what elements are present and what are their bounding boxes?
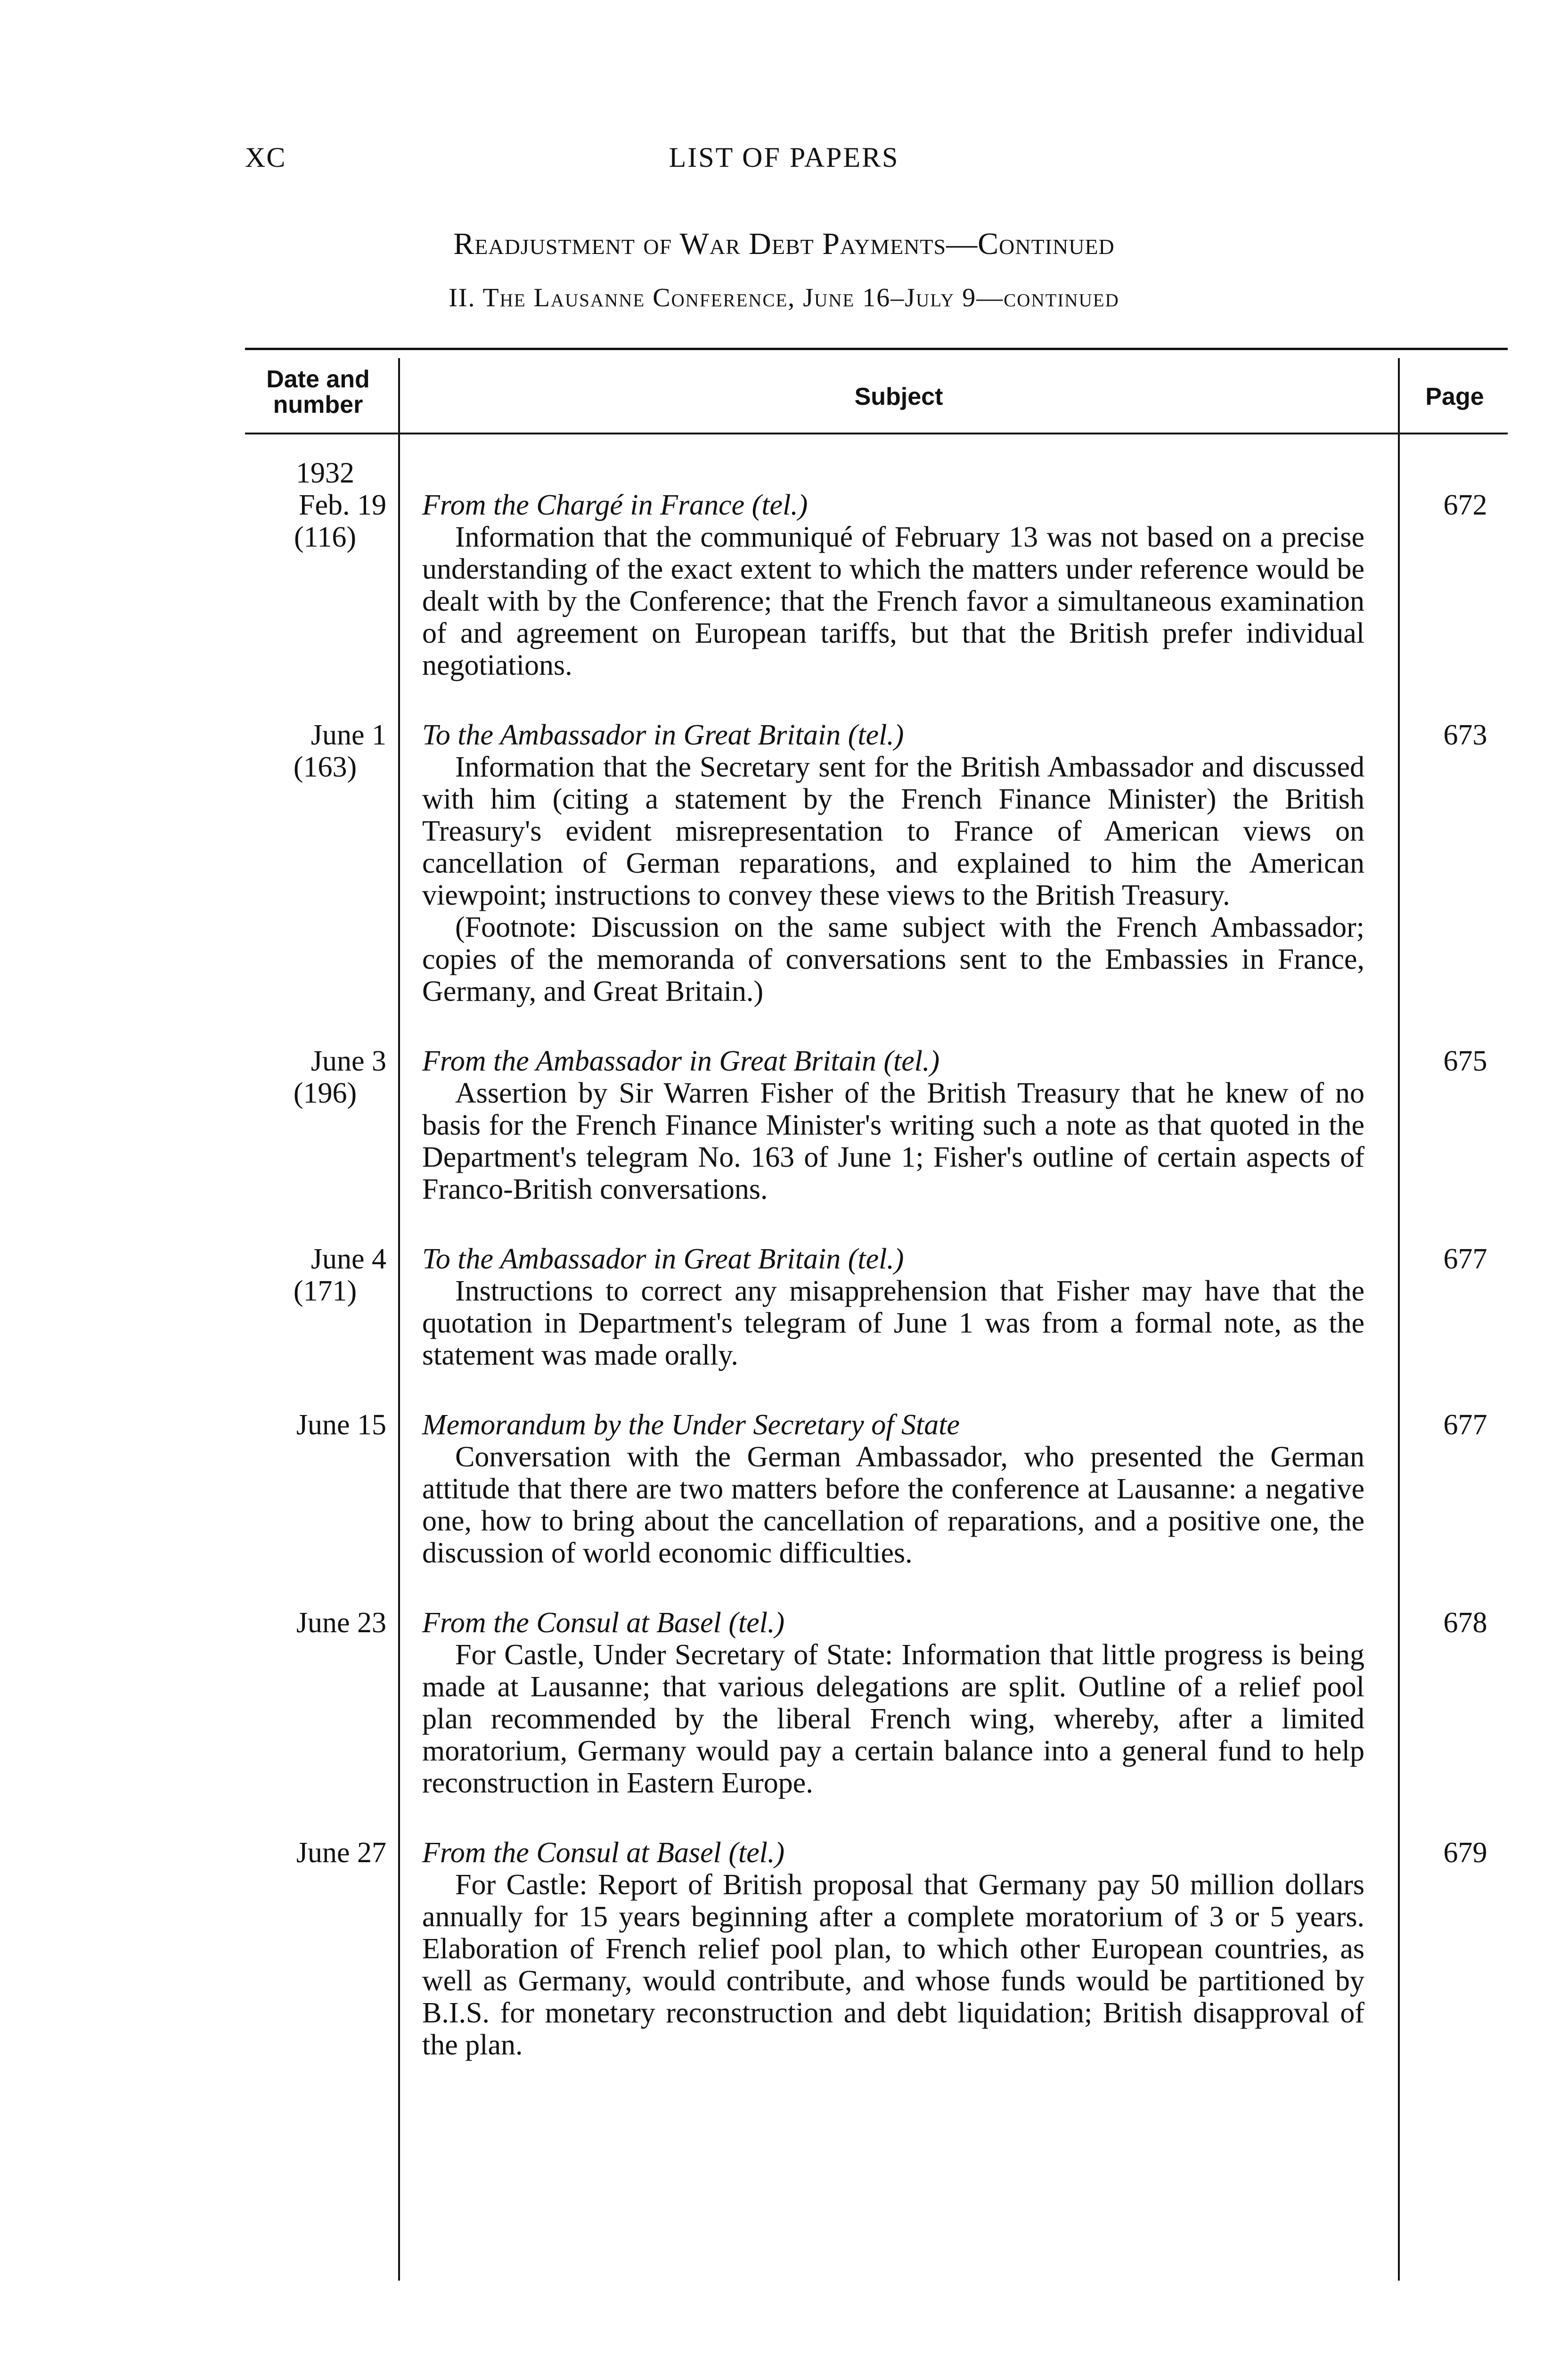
- table-top-rule: [245, 348, 1508, 350]
- subject-cell: [422, 1409, 1364, 1569]
- subject-cell: [422, 1837, 1364, 2061]
- entry-summary: For Castle, Under Secretary of State: Information that little progress is being made at Lausanne; that various delegations are split. Outline of a relief pool plan recommended by the liberal French wing, whereby, after a limited moratorium, Germany would pay a certain balance into a general fund to help reconstruction in Eastern Europe.: [422, 1639, 1364, 1799]
- running-header: [0, 141, 1568, 188]
- entry-title: From the Consul at Basel (tel.): [422, 1837, 785, 1869]
- entry-title: From the Consul at Basel (tel.): [422, 1607, 785, 1639]
- entry-date: June 15: [296, 1409, 386, 1441]
- column-header-date: Date and number: [266, 366, 370, 418]
- subject-cell: [422, 1045, 1364, 1205]
- date-number-cell: [245, 457, 386, 553]
- column-header-page: Page: [1425, 383, 1484, 410]
- entry-date: June 4: [310, 1243, 386, 1275]
- entry-summary: For Castle: Report of British proposal that Germany pay 50 million dollars annually for 15 years beginning after a complete moratorium of 3 or 5 years. Elaboration of French relief pool plan, to which other European countries, as well as Germany, would contribute, and whose funds would be partitioned by B.I.S. for monetary reconstruction and debt liquidation; British disapproval of the plan.: [422, 1869, 1364, 2061]
- column-header-subject: Subject: [854, 383, 943, 410]
- entry-date: Feb. 19: [299, 489, 386, 521]
- date-number-cell: [245, 719, 386, 783]
- date-number-cell: [245, 1243, 386, 1307]
- entry-summary: Information that the Secretary sent for the British Ambassador and discussed with him (citing a statement by the French Finance Minister) the British Treasury's evident misrepresentation to France of American views on cancellation of German reparations, and explained to him the American viewpoint; instructions to convey these views to the British Treasury.: [422, 751, 1364, 911]
- page-reference: 677: [1443, 1243, 1487, 1275]
- date-number-cell: [245, 1409, 386, 1441]
- date-number-cell: [245, 1837, 386, 1869]
- entry-number: (171): [293, 1275, 357, 1307]
- list-item: [245, 1045, 1508, 1205]
- entry-title: To the Ambassador in Great Britain (tel.): [422, 1243, 904, 1275]
- subsection-title: II. The Lausanne Conference, June 16–July 9—continued: [449, 283, 1119, 312]
- page-reference: 675: [1443, 1045, 1487, 1077]
- entry-title: From the Ambassador in Great Britain (tel.): [422, 1045, 940, 1077]
- subject-cell: [422, 1607, 1364, 1799]
- list-item: [245, 719, 1508, 1007]
- date-number-cell: [245, 1045, 386, 1109]
- entry-number: (116): [294, 521, 356, 553]
- date-number-cell: [245, 1607, 386, 1639]
- page-reference: 672: [1443, 489, 1487, 521]
- section-title: Readjustment of War Debt Payments—Continued: [453, 227, 1115, 261]
- entries-list: [245, 457, 1508, 2099]
- entry-summary: Conversation with the German Ambassador, who presented the German attitude that there are two matters before the conference at Lausanne: a negative one, how to bring about the cancellation of reparations, and a positive one, the discussion of world economic difficulties.: [422, 1441, 1364, 1569]
- list-item: [245, 457, 1508, 681]
- page-reference: 679: [1443, 1837, 1487, 1869]
- list-item: [245, 1837, 1508, 2061]
- page-reference: 673: [1443, 719, 1487, 751]
- entry-date: June 1: [310, 719, 386, 751]
- entry-title: Memorandum by the Under Secretary of State: [422, 1409, 960, 1441]
- entry-summary: Information that the communiqué of February 13 was not based on a precise understanding of the exact extent to which the matters under reference would be dealt with by the Conference; that the French favor a simultaneous examination of and agreement on European tariffs, but that the British prefer individual negotiations.: [422, 521, 1364, 681]
- entry-date: June 3: [310, 1045, 386, 1077]
- page-number: XC: [245, 142, 286, 173]
- subject-cell: [422, 1243, 1364, 1371]
- entry-summary: Instructions to correct any misapprehension that Fisher may have that the quotation in Department's telegram of June 1 was from a formal note, as the statement was made orally.: [422, 1275, 1364, 1371]
- list-item: [245, 1243, 1508, 1371]
- table-header-rule: [245, 433, 1508, 434]
- entry-title: To the Ambassador in Great Britain (tel.): [422, 719, 904, 751]
- entry-title: From the Chargé in France (tel.): [422, 489, 808, 521]
- entry-date: June 23: [296, 1607, 386, 1639]
- entry-number: (196): [293, 1077, 357, 1109]
- page-reference: 677: [1443, 1409, 1487, 1441]
- running-title: LIST OF PAPERS: [669, 142, 899, 173]
- subject-cell: [422, 719, 1364, 1007]
- entry-number: (163): [293, 751, 357, 783]
- subject-cell: [422, 457, 1364, 681]
- list-item: [245, 1409, 1508, 1569]
- list-item: [245, 1607, 1508, 1799]
- entry-year: 1932: [296, 457, 354, 489]
- entry-footnote: (Footnote: Discussion on the same subject with the French Ambassador; copies of the memoranda of conversations sent to the Embassies in France, Germany, and Great Britain.): [422, 911, 1364, 1007]
- entry-date: June 27: [296, 1837, 386, 1869]
- page-reference: 678: [1443, 1607, 1487, 1639]
- entry-summary: Assertion by Sir Warren Fisher of the British Treasury that he knew of no basis for the French Finance Minister's writing such a note as that quoted in the Department's telegram No. 163 of June 1; Fisher's outline of certain aspects of Franco-British conversations.: [422, 1077, 1364, 1205]
